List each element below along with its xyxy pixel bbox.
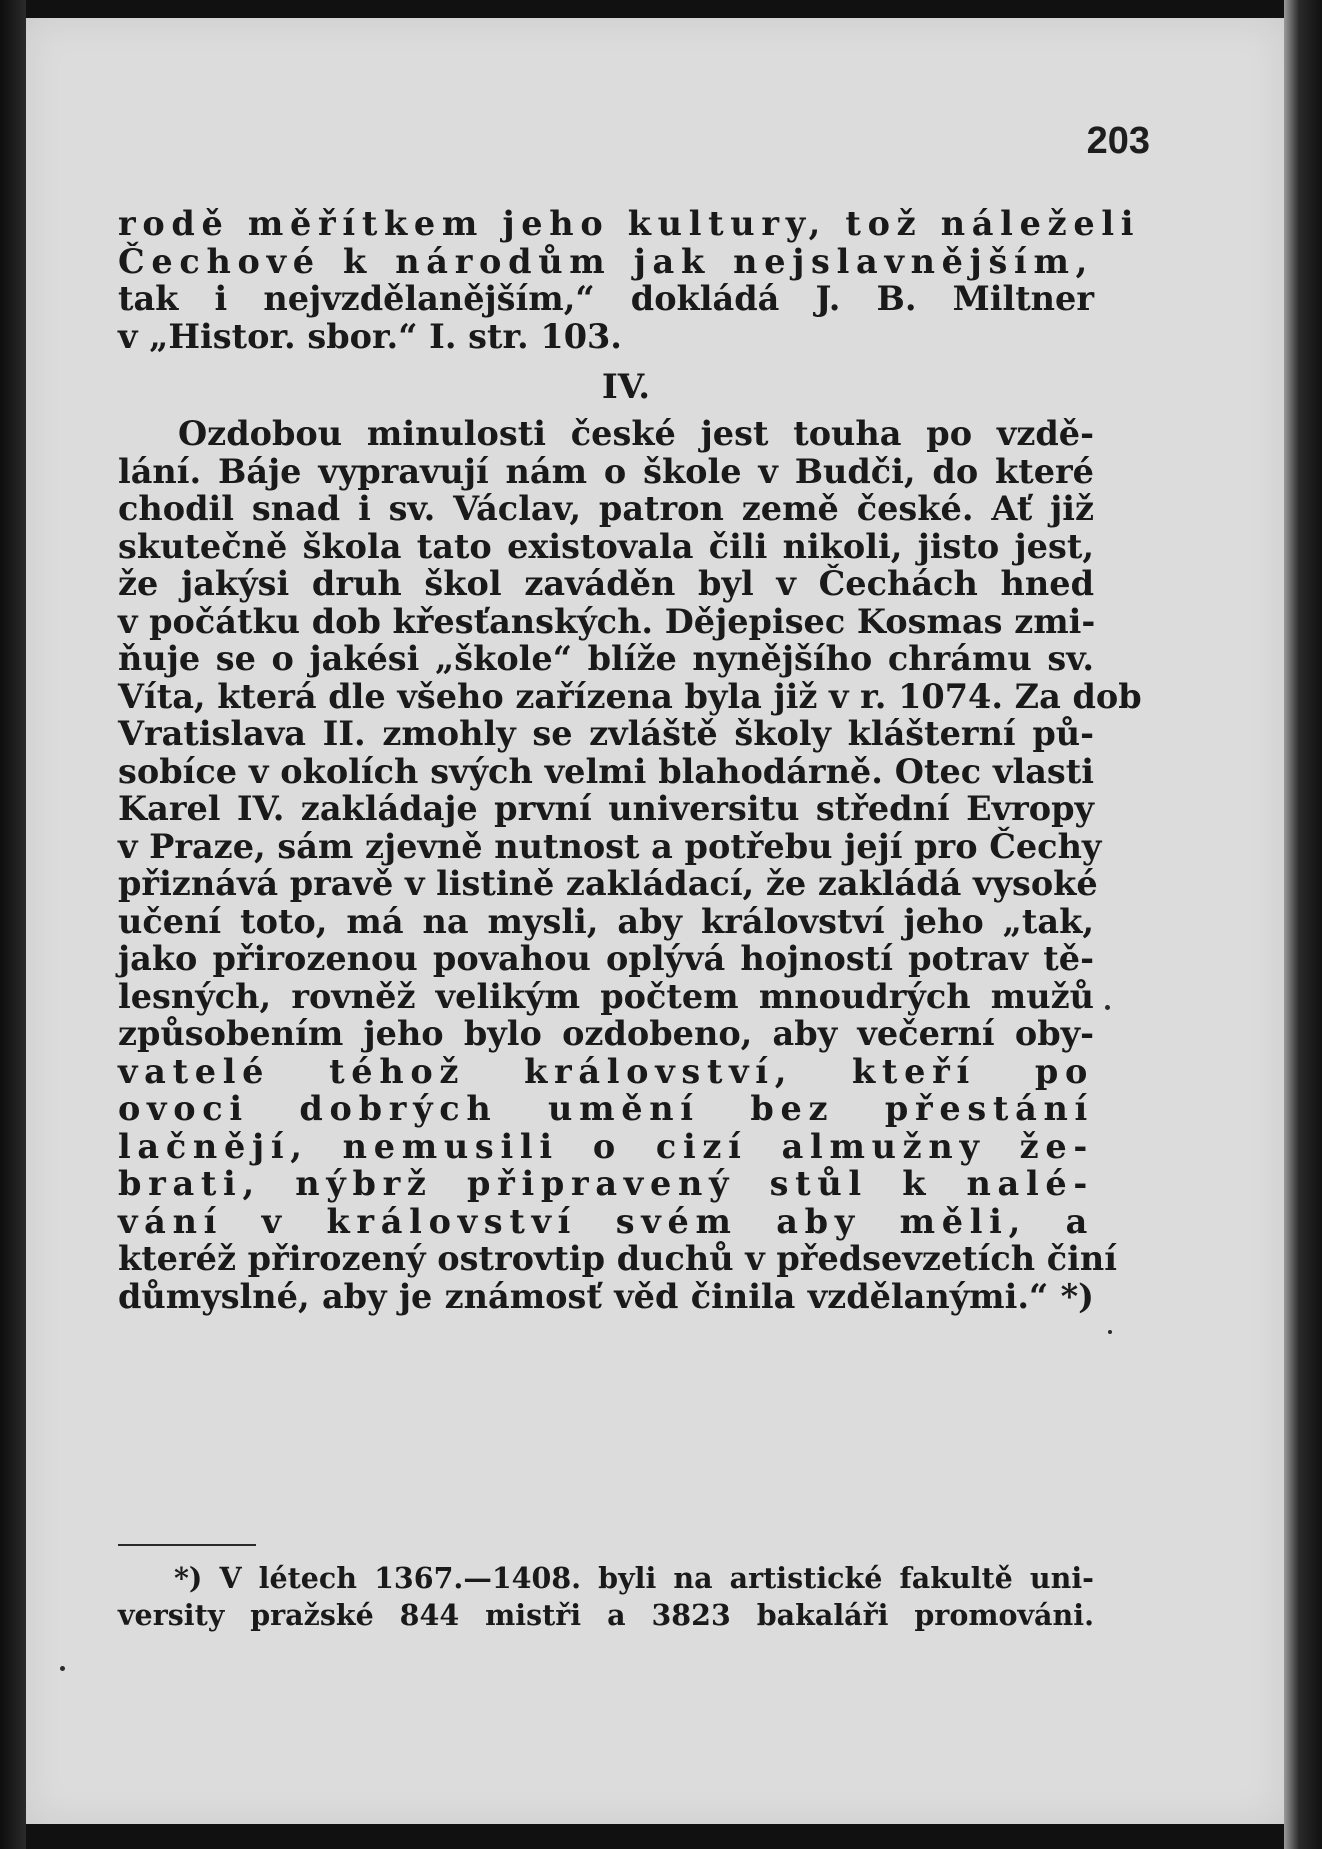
text-line: rodě měřítkem jeho kultury, tož náleželi xyxy=(118,204,1141,243)
main-text xyxy=(118,204,1142,1316)
text-line: ňuje se o jakési „škole“ blíže nynějšího chrámu sv. xyxy=(118,639,1094,678)
text-line: způsobením jeho bylo ozdobeno, aby večerní oby- xyxy=(118,1014,1094,1053)
text-line: v „Histor. sbor.“ I. str. 103. xyxy=(118,316,622,356)
text-line: v počátku dob křesťanských. Dějepisec Kosmas zmi- xyxy=(118,601,1096,641)
text-line: vání v království svém aby měli, a xyxy=(118,1201,1094,1241)
text-line: sobíce v okolích svých velmi blahodárně. Otec vlasti xyxy=(118,751,1094,791)
paragraph-1 xyxy=(118,204,1141,356)
footnote xyxy=(118,1560,1094,1634)
page-edge xyxy=(1284,0,1322,1849)
print-speck xyxy=(60,1666,65,1671)
footnote-rule xyxy=(118,1544,256,1546)
footnote-line: *) V létech 1367.—1408. byli na artistické fakultě uni- xyxy=(174,1561,1094,1595)
text-line: jako přirozenou povahou oplývá hojností potrav tě- xyxy=(118,939,1094,978)
text-line: Víta, která dle všeho zařízena byla již v r. 1074. Za dob xyxy=(118,676,1142,716)
text-line: že jakýsi druh škol zaváděn byl v Čechách hned xyxy=(118,564,1094,603)
text-line: Čechové k národům jak nejslavnějším, xyxy=(118,241,1094,281)
print-speck xyxy=(1105,1005,1110,1010)
text-line: učení toto, má na mysli, aby království jeho „tak, xyxy=(118,901,1094,941)
text-line: Karel IV. zakládaje první universitu střední Evropy xyxy=(118,789,1094,828)
page-number: 203 xyxy=(1086,120,1150,162)
text-line: důmyslné, aby je známosť věd činila vzdělanými.“ *) xyxy=(118,1276,1094,1316)
text-line: brati, nýbrž připravený stůl k nalé- xyxy=(118,1164,1094,1203)
text-line: ovoci dobrých umění bez přestání xyxy=(118,1089,1094,1128)
text-line: chodil snad i sv. Václav, patron země české. Ať již xyxy=(118,489,1094,528)
book-gutter xyxy=(0,0,26,1849)
print-speck xyxy=(1108,1330,1112,1334)
text-line: kteréž přirozený ostrovtip duchů v předsevzetích činí xyxy=(118,1239,1117,1278)
text-line: lání. Báje vypravují nám o škole v Budči, do které xyxy=(118,451,1094,491)
text-line: tak i nejvzdělanějším,“ dokládá J. B. Miltner xyxy=(118,279,1094,318)
text-line: Ozdobou minulosti české jest touha po vzdě- xyxy=(178,414,1094,453)
text-line: lesných, rovněž velikým počtem mnoudrých mužů xyxy=(118,976,1094,1016)
text-line: přiznává pravě v listině zakládací, že zakládá vysoké xyxy=(118,864,1098,903)
text-line: v Praze, sám zjevně nutnost a potřebu její pro Čechy xyxy=(118,826,1102,866)
text-line: lačnějí, nemusili o cizí almužny že- xyxy=(118,1126,1094,1166)
text-line: vatelé téhož království, kteří po xyxy=(118,1051,1094,1091)
section-heading: IV. xyxy=(601,367,651,407)
text-line: Vratislava II. zmohly se zvláště školy klášterní pů- xyxy=(118,714,1094,753)
text-line: skutečně škola tato existovala čili nikoli, jisto jest, xyxy=(118,526,1094,566)
paragraph-2 xyxy=(118,414,1142,1316)
footnote-line: versity pražské 844 mistři a 3823 bakaláři promováni. xyxy=(118,1598,1094,1632)
